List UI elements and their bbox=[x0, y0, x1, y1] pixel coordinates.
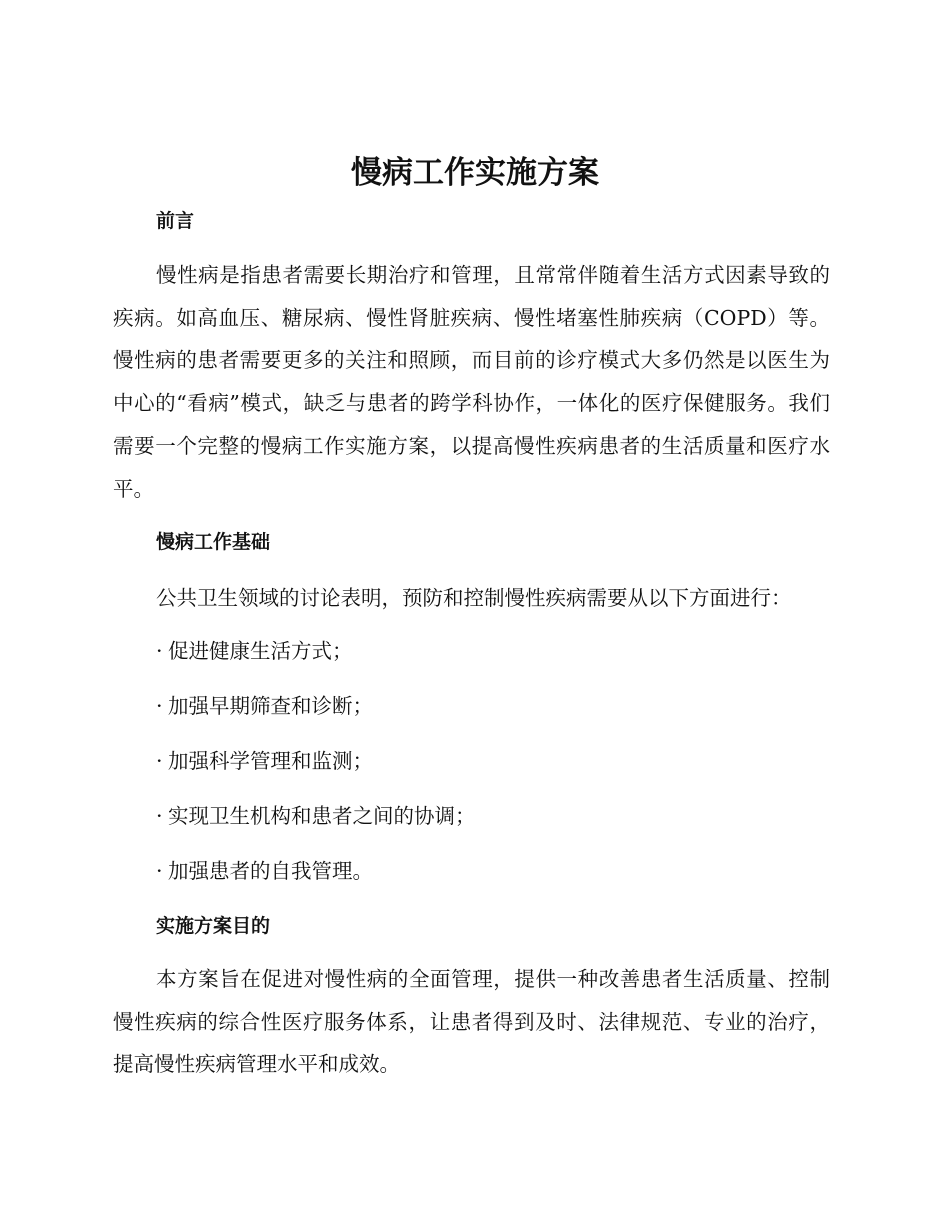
bullet-marker: · bbox=[156, 694, 163, 718]
section-paragraph-foundation: 公共卫生领域的讨论表明，预防和控制慢性疾病需要从以下方面进行： bbox=[156, 586, 792, 610]
bullet-marker: · bbox=[156, 639, 163, 663]
section-paragraph-objective: 本方案旨在促进对慢性病的全面管理，提供一种改善患者生活质量、控制慢性疾病的综合性医疗服务体系，让患者得到及时、法律规范、专业的治疗，提高慢性疾病管理水平和成效。 bbox=[113, 967, 830, 1077]
list-item bbox=[156, 801, 476, 831]
section-heading-foundation: 慢病工作基础 bbox=[156, 531, 271, 553]
list-item bbox=[156, 856, 373, 886]
list-item bbox=[156, 636, 353, 666]
list-item bbox=[156, 691, 373, 721]
bullet-marker: · bbox=[156, 749, 163, 773]
section-heading-preface: 前言 bbox=[156, 210, 195, 232]
bullet-marker: · bbox=[156, 859, 163, 883]
bullet-marker: · bbox=[156, 804, 163, 828]
list-item bbox=[156, 746, 373, 776]
section-heading-objective: 实施方案目的 bbox=[156, 915, 271, 937]
list-item-text: 加强早期筛查和诊断； bbox=[168, 694, 373, 718]
document-title: 慢病工作实施方案 bbox=[351, 155, 599, 191]
list-item-text: 实现卫生机构和患者之间的协调； bbox=[168, 804, 476, 828]
section-paragraph-preface: 慢性病是指患者需要长期治疗和管理，且常常伴随着生活方式因素导致的疾病。如高血压、糖尿病、慢性肾脏疾病、慢性堵塞性肺疾病（COPD）等。慢性病的患者需要更多的关注和照顾，而目前的诊疗模式大多仍然是以医生为中心的“看病”模式，缺乏与患者的跨学科协作，一体化的医疗保健服务。我们需要一个完整的慢病工作实施方案，以提高慢性疾病患者的生活质量和医疗水平。 bbox=[113, 263, 830, 501]
list-item-text: 促进健康生活方式； bbox=[168, 639, 353, 663]
list-item-text: 加强患者的自我管理。 bbox=[168, 859, 373, 883]
list-item-text: 加强科学管理和监测； bbox=[168, 749, 373, 773]
